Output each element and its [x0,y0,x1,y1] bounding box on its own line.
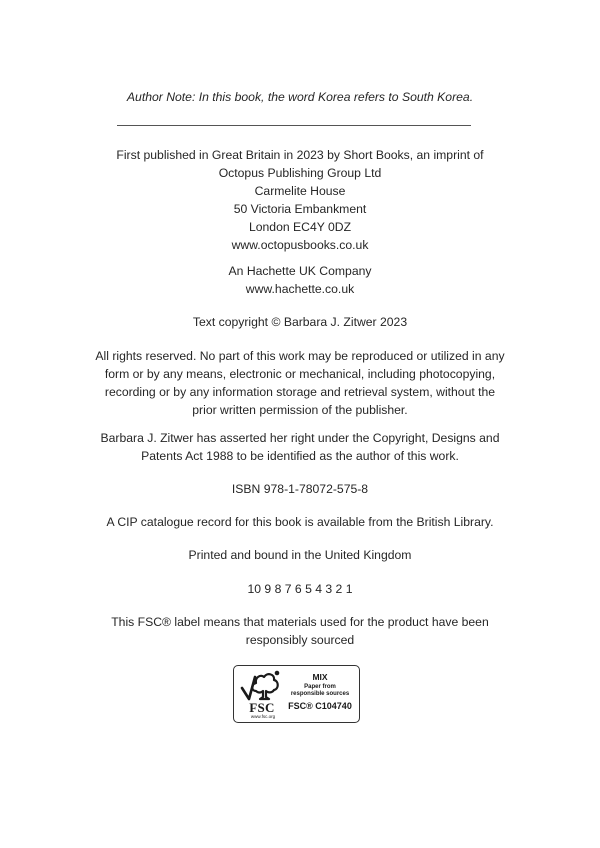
publication-info [60,146,540,254]
cip-text: A CIP catalogue record for this book is available from the British Library. [106,515,494,529]
author-note [60,88,540,106]
printed-text: Printed and bound in the United Kingdom [188,548,412,562]
author-assertion [60,429,540,465]
print-line-numbers: 10 9 8 7 6 5 4 3 2 1 [247,582,353,596]
publication-line: Octopus Publishing Group Ltd [218,166,382,180]
publication-line: First published in Great Britain in 2023 by Short Books, an imprint of [116,148,484,162]
company-name: An Hachette UK Company [228,264,372,278]
cip-record [60,513,540,531]
author-note-text: Author Note: In this book, the word Korea refers to South Korea. [126,90,474,104]
isbn-text: ISBN 978-1-78072-575-8 [231,482,369,496]
rights-line: form or by any means, electronic or mechanical, including photocopying, [104,367,496,381]
fsc-tree-check-icon [239,669,281,721]
print-line [60,580,540,598]
fsc-license-code: FSC® C104740 [288,701,352,711]
company-website: www.hachette.co.uk [245,282,355,296]
rights-line: recording or by any information storage and retrieval system, without the [104,385,496,399]
fsc-statement [60,613,540,649]
isbn [60,480,540,498]
fsc-url: www.fsc.org [250,714,276,719]
publisher-website: www.octopusbooks.co.uk [231,238,369,252]
fsc-mix: MIX [312,672,328,682]
fsc-statement-line: responsibly sourced [245,633,355,647]
divider-rule [117,125,471,126]
fsc-logo-word: FSC [249,700,275,715]
publication-line: Carmelite House [254,184,346,198]
fsc-label [233,665,360,723]
rights-reserved [60,347,540,419]
rights-line: prior written permission of the publisher. [192,403,408,417]
fsc-statement-line: This FSC® label means that materials used for the product have been [111,615,489,629]
copyright-notice [60,313,540,331]
assertion-line: Barbara J. Zitwer has asserted her right under the Copyright, Designs and [100,431,500,445]
copyright-text: Text copyright © Barbara J. Zitwer 2023 [192,315,408,329]
fsc-paper-line1: Paper from [304,684,336,690]
rights-line: All rights reserved. No part of this work may be reproduced or utilized in any [95,349,505,363]
publication-line: 50 Victoria Embankment [233,202,367,216]
publication-line: London EC4Y 0DZ [248,220,352,234]
assertion-line: Patents Act 1988 to be identified as the author of this work. [141,449,459,463]
printed-in [60,546,540,564]
company-info [60,262,540,298]
fsc-label-text [282,672,358,711]
fsc-paper-line2: responsible sources [290,691,350,697]
